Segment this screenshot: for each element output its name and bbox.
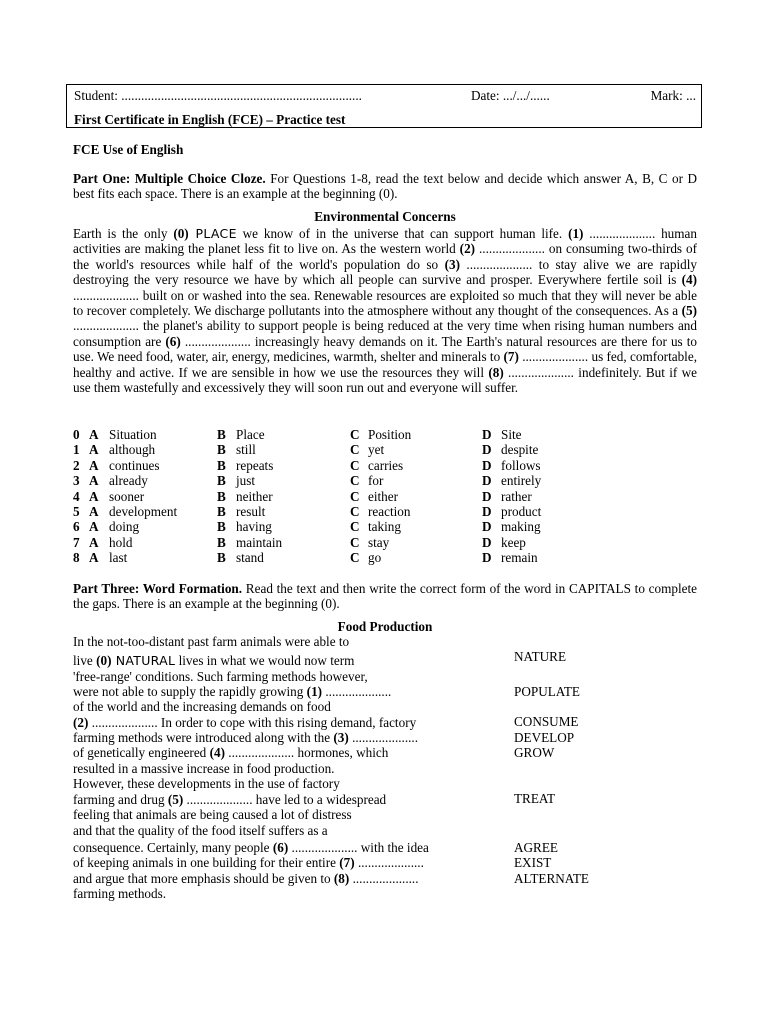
mark-field: Mark: ... (650, 88, 696, 103)
option-c: go (368, 550, 382, 566)
option-b: still (236, 442, 256, 458)
option-a: continues (109, 457, 160, 473)
option-letter-a: A (89, 519, 99, 535)
option-letter-d: D (482, 442, 492, 458)
text-run: feeling that animals are being caused a lot of distress (73, 807, 352, 822)
text-run: .................... the planet's ability to support people is being reduced at the very time when rising human numbers and consumption are (73, 318, 697, 349)
text-run: farming methods were introduced along with the (73, 730, 334, 745)
option-d: remain (501, 550, 538, 566)
question-number: (0) (173, 226, 189, 241)
question-number: (8) (333, 871, 350, 886)
text-run: and that the quality of the food itself suffers as a (73, 823, 328, 838)
text-run: of genetically engineered (73, 745, 210, 760)
food-production-title: Food Production (337, 619, 433, 634)
option-a: doing (109, 519, 140, 535)
question-number: (6) (165, 333, 181, 349)
question-number: (5) (167, 792, 184, 807)
option-number: 6 (73, 519, 80, 535)
text-run: of the world and the increasing demands on food (73, 699, 331, 714)
option-letter-b: B (217, 427, 226, 442)
option-row (73, 442, 673, 457)
option-letter-c: C (350, 503, 360, 519)
option-letter-d: D (482, 457, 492, 473)
question-number: (4) (681, 272, 697, 288)
text-run: .................... (349, 871, 419, 886)
food-production-line (73, 745, 388, 760)
option-letter-c: C (350, 534, 360, 550)
text-run: were not able to supply the rapidly growing (73, 684, 307, 699)
option-c: for (368, 473, 384, 489)
example-answer: NATURAL (111, 653, 176, 668)
question-number: (1) (306, 684, 323, 699)
option-letter-a: A (89, 488, 99, 504)
question-number: (0) (96, 653, 112, 668)
part-three-heading: Part Three: Word Formation. (73, 581, 243, 596)
food-production-line (73, 886, 166, 901)
text-run: .................... human activities are making the planet less fit to live on. As the western world (73, 226, 697, 257)
text-run: resulted in a massive increase in food production. (73, 761, 335, 776)
text-run: farming methods. (73, 886, 167, 901)
header-box (66, 84, 702, 128)
part-one-instructions (73, 171, 697, 202)
option-a: already (109, 473, 148, 489)
option-row (73, 504, 673, 519)
test-title: First Certificate in English (FCE) – Practice test (74, 112, 346, 127)
question-number: (5) (681, 303, 697, 319)
text-run: .................... (354, 855, 424, 870)
keyword-develop: DEVELOP (514, 730, 575, 745)
question-number: (7) (339, 855, 355, 870)
option-letter-a: A (89, 427, 99, 442)
text-run: .................... (322, 684, 392, 699)
keyword-grow: GROW (514, 745, 555, 760)
keyword-agree: AGREE (514, 840, 558, 855)
option-letter-d: D (482, 427, 492, 442)
example-answer: PLACE (188, 226, 237, 241)
food-production-line (73, 823, 328, 838)
option-letter-b: B (217, 488, 226, 504)
text-run: and argue that more emphasis should be given to (73, 871, 334, 886)
option-number: 7 (73, 534, 80, 550)
passage-title: Environmental Concerns (314, 209, 456, 224)
food-production-line (73, 634, 349, 649)
option-letter-b: B (217, 442, 226, 458)
food-production-line (73, 653, 354, 668)
option-row (73, 427, 673, 442)
option-b: repeats (236, 457, 274, 473)
option-letter-a: A (89, 550, 99, 566)
question-number: (7) (503, 349, 519, 365)
option-row (73, 519, 673, 534)
header-info-row (74, 88, 696, 104)
option-letter-d: D (482, 534, 492, 550)
option-letter-a: A (89, 457, 99, 473)
option-d: despite (501, 442, 539, 458)
text-run: .................... increasingly heavy demands on it. The Earth's natural resources are there for us to use. We need food, water, air, energy, medicines, warmth, shelter and minerals to (73, 333, 698, 365)
food-production-line (73, 807, 352, 822)
question-number: (3) (444, 256, 460, 272)
option-letter-a: A (89, 442, 99, 458)
text-run: .................... hormones, which (224, 745, 389, 760)
text-run: .................... on consuming two-thirds of the world's resources while half of the world's population do so (73, 241, 697, 272)
text-run: .................... indefinitely. But if we use them wastefully and excessively they will soon run out and everyone will suffer. (73, 364, 698, 396)
option-row (73, 489, 673, 504)
option-a: development (109, 503, 178, 519)
text-run: Earth is the only (73, 226, 174, 241)
part-three-instruction-text: Read the text and then write the correct form of the word in CAPITALS to complete the gaps. There is an example at the beginning (0). (73, 581, 697, 612)
answer-options-table (73, 427, 673, 566)
text-run: .................... with the idea (288, 840, 429, 855)
option-d: rather (501, 488, 532, 504)
option-letter-d: D (482, 488, 492, 504)
option-d: follows (501, 457, 541, 473)
question-number: (6) (272, 840, 289, 855)
option-letter-c: C (350, 457, 360, 473)
option-c: yet (368, 442, 385, 458)
text-run: consequence. Certainly, many people (73, 840, 273, 855)
environmental-passage (73, 226, 697, 395)
food-production-line (73, 855, 424, 870)
question-number: (2) (73, 715, 89, 730)
text-run: .................... us fed, comfortable, healthy and active. If we are sensible in how we use the resources they will (73, 349, 697, 380)
question-number: (1) (568, 226, 584, 241)
option-letter-c: C (350, 519, 360, 535)
option-number: 5 (73, 503, 80, 519)
option-letter-b: B (217, 534, 226, 550)
option-d: making (501, 519, 541, 535)
text-run: .................... built on or washed into the sea. Renewable resources are exploited so much that they will never be able to recover completely. We discharge pollutants into the atmosphere without any thought of the consequences. As a (73, 287, 697, 319)
text-run: farming and drug (73, 792, 168, 807)
option-d: keep (501, 534, 526, 550)
keyword-nature: NATURE (514, 649, 567, 664)
option-b: maintain (236, 534, 283, 550)
keyword-consume: CONSUME (514, 714, 579, 729)
option-b: result (236, 503, 266, 519)
option-letter-c: C (350, 427, 360, 442)
option-a: last (109, 550, 128, 566)
option-c: stay (368, 534, 390, 550)
option-a: although (109, 442, 156, 458)
option-b: stand (236, 550, 264, 566)
option-b: having (236, 519, 272, 535)
option-letter-d: D (482, 503, 492, 519)
keyword-alternate: ALTERNATE (514, 871, 589, 886)
food-production-line (73, 871, 419, 886)
option-letter-c: C (350, 488, 360, 504)
keyword-populate: POPULATE (514, 684, 580, 699)
option-letter-d: D (482, 550, 492, 566)
food-production-line (73, 730, 418, 745)
option-letter-d: D (482, 519, 492, 535)
option-c: reaction (368, 503, 411, 519)
option-letter-b: B (217, 519, 226, 535)
option-letter-a: A (89, 534, 99, 550)
option-letter-b: B (217, 473, 226, 489)
option-letter-c: C (350, 442, 360, 458)
option-number: 1 (73, 442, 80, 458)
option-d: product (501, 503, 542, 519)
text-run: However, these developments in the use of factory (73, 776, 340, 791)
option-a: hold (109, 534, 133, 550)
food-production-line (73, 669, 368, 684)
text-run: .................... have led to a widespread (183, 792, 387, 807)
option-letter-a: A (89, 503, 99, 519)
option-number: 3 (73, 473, 80, 489)
option-letter-d: D (482, 473, 492, 489)
option-letter-c: C (350, 473, 360, 489)
text-run: we know of in the universe that can support human life. (236, 226, 569, 241)
option-row (73, 535, 673, 550)
option-number: 2 (73, 457, 80, 473)
question-number: (4) (209, 745, 225, 760)
food-production-line (73, 715, 416, 730)
section-title: FCE Use of English (73, 142, 184, 157)
option-b: Place (236, 427, 265, 442)
option-b: just (236, 473, 256, 489)
option-number: 4 (73, 488, 80, 504)
option-letter-c: C (350, 550, 360, 566)
option-a: Situation (109, 427, 157, 442)
food-production-line (73, 776, 340, 791)
option-number: 0 (73, 427, 80, 442)
food-production-line (73, 684, 391, 699)
text-run: 'free-range' conditions. Such farming methods however, (73, 669, 368, 684)
text-run: lives in what we would now term (175, 653, 355, 668)
keyword-exist: EXIST (514, 855, 552, 870)
option-a: sooner (109, 488, 145, 504)
option-letter-b: B (217, 550, 226, 566)
option-b: neither (236, 488, 273, 504)
text-run: .................... to stay alive we are rapidly destroying the very resource we have by which all people can survive and prosper. Everywhere fertile soil is (73, 256, 697, 288)
option-number: 8 (73, 550, 80, 566)
text-run: of keeping animals in one building for their entire (73, 855, 340, 870)
text-run: live (73, 653, 97, 668)
question-number: (2) (459, 241, 476, 257)
text-run: .................... (348, 730, 419, 745)
food-production-line (73, 792, 386, 807)
date-field: Date: .../.../...... (471, 88, 550, 103)
question-number: (3) (333, 730, 349, 745)
part-one-heading: Part One: Multiple Choice Cloze. (73, 171, 266, 186)
option-letter-b: B (217, 503, 226, 519)
part-one-instruction-text: For Questions 1-8, read the text below and decide which answer A, B, C or D best fits each space. There is an example at the beginning (0). (73, 171, 697, 202)
keyword-treat: TREAT (514, 791, 556, 806)
text-run: .................... In order to cope with this rising demand, factory (88, 715, 417, 730)
option-d: entirely (501, 473, 542, 489)
text-run: In the not-too-distant past farm animals were able to (73, 634, 350, 649)
option-c: carries (368, 457, 404, 473)
food-production-line (73, 761, 334, 776)
option-row (73, 473, 673, 488)
option-c: Position (368, 427, 412, 442)
option-row (73, 458, 673, 473)
part-three-instructions (73, 581, 697, 612)
food-production-line (73, 840, 429, 855)
option-letter-b: B (217, 457, 226, 473)
student-field: Student: ......................................................................... (74, 88, 362, 103)
food-production-line (73, 699, 331, 714)
option-c: taking (368, 519, 401, 535)
question-number: (8) (488, 364, 504, 380)
option-c: either (368, 488, 399, 504)
option-letter-a: A (89, 473, 99, 489)
option-row (73, 550, 673, 565)
option-d: Site (501, 427, 522, 442)
